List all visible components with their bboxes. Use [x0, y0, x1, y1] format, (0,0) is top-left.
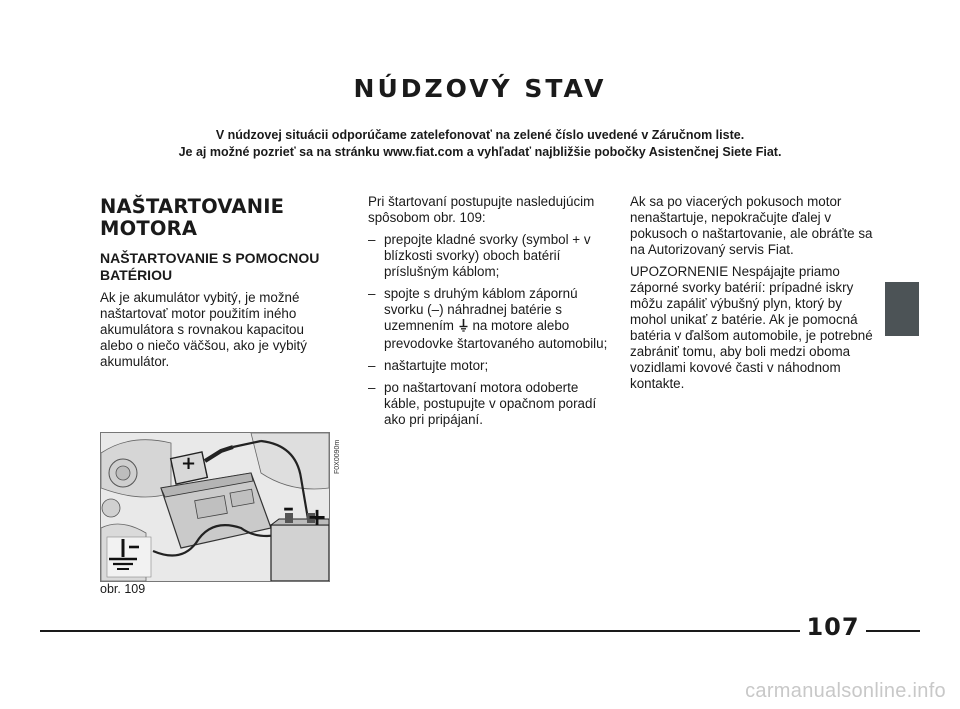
footer-rule	[40, 630, 920, 632]
section-column	[100, 196, 325, 376]
section-subheading: NAŠTARTOVANIE S POMOCNOU BATÉRIOU	[100, 250, 320, 283]
jump-start-figure	[100, 432, 330, 582]
section-paragraph: Ak je akumulátor vybitý, je možné naštartovať motor použitím iného akumulátora s rovnakou kapacitou alebo o niečo väčšou, ako je vybitý akumulátor.	[100, 290, 307, 369]
step-text: naštartujte motor;	[384, 358, 489, 373]
figure-caption: obr. 109	[100, 582, 146, 596]
figure-minus-label: –	[283, 496, 294, 521]
step-text: prepojte kladné svorky (symbol + v blízkosti svorky) oboch batérií príslušným káblom;	[384, 232, 591, 279]
figure-plus-label: +	[181, 453, 197, 474]
page-title: NÚDZOVÝ STAV	[353, 74, 607, 103]
intro-line-2: Je aj možné pozrieť sa na stránku www.fiat.com a vyhľadať najbližšie pobočky Asistenčnej Siete Fiat.	[178, 145, 782, 159]
figure-plus-label: +	[307, 503, 328, 531]
dash-marker: –	[368, 358, 376, 373]
notes-paragraph-1: Ak sa po viacerých pokusoch motor nenaštartuje, nepokračujte ďalej v pokusoch o naštartovanie, ale obráťte sa na Autorizovaný servis Fiat.	[630, 194, 873, 257]
list-item	[368, 358, 608, 374]
notes-column	[630, 194, 880, 398]
intro-line-1: V núdzovej situácii odporúčame zatelefonovať na zelené číslo uvedené v Záručnom liste.	[215, 128, 745, 142]
list-item	[368, 380, 608, 428]
page-number: 107	[806, 613, 860, 641]
emergency-intro	[40, 127, 920, 161]
figure-code: F0X0090m	[334, 439, 341, 474]
list-item	[368, 286, 608, 352]
list-item	[368, 232, 608, 280]
procedure-steps	[368, 232, 608, 428]
chapter-tab	[885, 282, 919, 336]
step-text: po naštartovaní motora odoberte káble, postupujte v opačnom poradí ako pri pripájaní.	[384, 380, 597, 427]
jump-start-illustration	[101, 433, 329, 581]
step-text-continued: na motore alebo prevodovke štartovaného automobilu;	[384, 318, 608, 351]
step-text: spojte s druhým káblom zápornú svorku (–) náhradnej batérie s uzemnením	[384, 286, 578, 333]
section-heading: NAŠTARTOVANIE MOTORA	[100, 195, 285, 240]
watermark: carmanualsonline.info	[745, 680, 946, 702]
ground-symbol-icon	[459, 319, 468, 336]
dash-marker: –	[368, 232, 376, 247]
procedure-column	[368, 194, 608, 434]
notes-paragraph-2: UPOZORNENIE Nespájajte priamo záporné svorky batérií: prípadné iskry môžu zapáliť výbušný plyn, ktorý by mohol unikať z batérie. Ak je pomocná batéria v ďalšom automobile, je potrebné zabrániť tomu, aby boli medzi oboma vozidlami kovové časti v náhodnom kontakte.	[630, 264, 873, 391]
procedure-intro: Pri štartovaní postupujte nasledujúcim spôsobom obr. 109:	[368, 194, 595, 225]
dash-marker: –	[368, 286, 376, 301]
dash-marker: –	[368, 380, 376, 395]
